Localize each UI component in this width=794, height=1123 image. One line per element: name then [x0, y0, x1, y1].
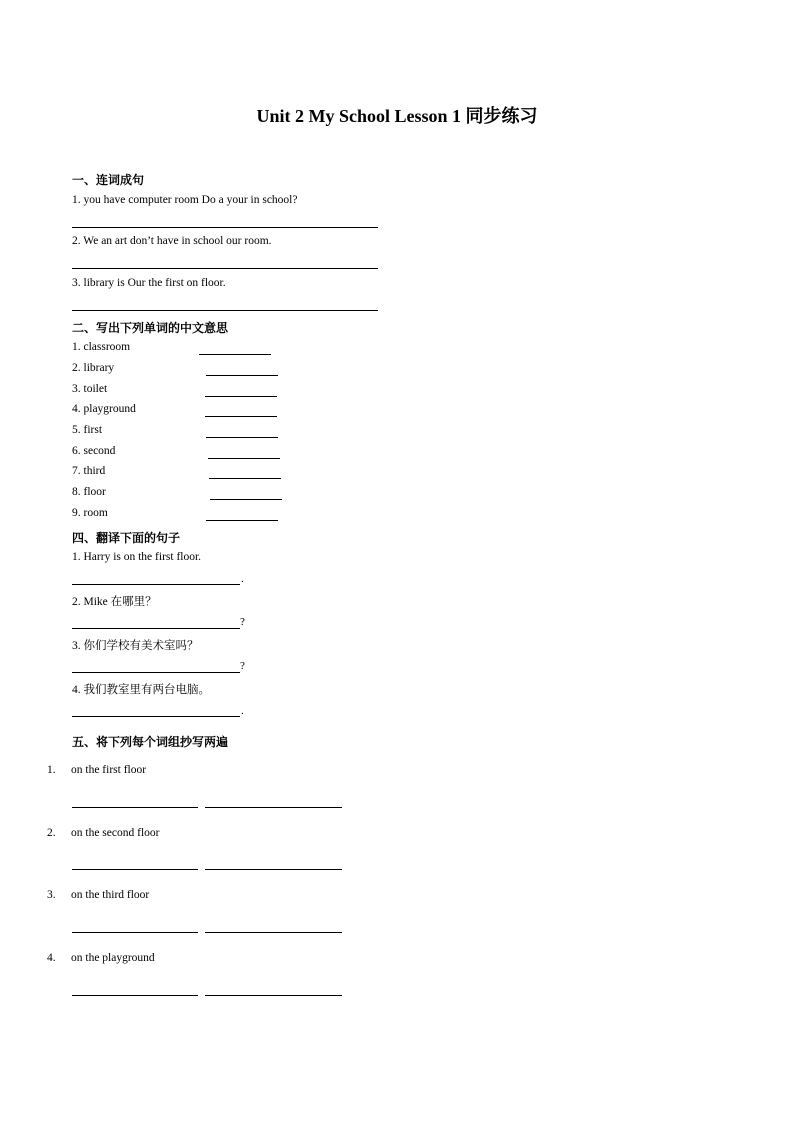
word-answer-line-6[interactable] — [208, 458, 280, 459]
section-4-heading: 四、翻译下面的句子 — [72, 531, 181, 545]
answer-line-1-3[interactable] — [72, 310, 378, 311]
copy-item-number-3: 3. — [47, 889, 56, 901]
word-answer-line-3[interactable] — [205, 396, 277, 397]
copy-line-3a[interactable] — [72, 932, 198, 933]
section-2-heading: 二、写出下列单词的中文意思 — [72, 321, 229, 335]
word-item-5: 5. first — [72, 424, 103, 436]
page-title: Unit 2 My School Lesson 1 同步练习 — [256, 106, 538, 126]
translate-question-4: 4. 我们教室里有两台电脑。 — [72, 684, 210, 696]
section-5-heading: 五、将下列每个词组抄写两遍 — [72, 735, 229, 749]
word-item-3: 3. toilet — [72, 383, 108, 395]
word-item-6: 6. second — [72, 445, 116, 457]
copy-line-2a[interactable] — [72, 869, 198, 870]
translate-end-4: . — [241, 705, 244, 717]
translate-answer-line-4[interactable] — [72, 716, 240, 717]
copy-item-number-4: 4. — [47, 952, 56, 964]
question-1-3: 3. library is Our the first on floor. — [72, 277, 226, 289]
question-1-1: 1. you have computer room Do a your in school? — [72, 194, 298, 206]
translate-question-3: 3. 你们学校有美术室吗？ — [72, 640, 199, 652]
word-answer-line-1[interactable] — [199, 354, 271, 355]
word-answer-line-7[interactable] — [209, 478, 281, 479]
copy-item-number-1: 1. — [47, 764, 56, 776]
word-item-1: 1. classroom — [72, 341, 131, 353]
copy-line-4a[interactable] — [72, 995, 198, 996]
copy-item-phrase-2: on the second floor — [71, 827, 160, 839]
copy-item-number-2: 2. — [47, 827, 56, 839]
answer-line-1-1[interactable] — [72, 227, 378, 228]
translate-answer-line-3[interactable] — [72, 672, 240, 673]
question-1-2: 2. We an art don’t have in school our room. — [72, 235, 272, 247]
copy-item-phrase-4: on the playground — [71, 952, 155, 964]
translate-end-1: . — [241, 573, 244, 585]
translate-answer-line-1[interactable] — [72, 584, 240, 585]
copy-line-1a[interactable] — [72, 807, 198, 808]
word-item-9: 9. room — [72, 507, 108, 519]
translate-question-1: 1. Harry is on the first floor. — [72, 551, 202, 563]
word-answer-line-4[interactable] — [205, 416, 277, 417]
word-item-7: 7. third — [72, 465, 106, 477]
translate-end-2: ? — [240, 616, 245, 628]
copy-line-2b[interactable] — [205, 869, 342, 870]
copy-line-4b[interactable] — [205, 995, 342, 996]
word-item-2: 2. library — [72, 362, 115, 374]
word-item-4: 4. playground — [72, 403, 136, 415]
copy-line-3b[interactable] — [205, 932, 342, 933]
translate-question-2: 2. Mike 在哪里？ — [72, 596, 157, 608]
translate-end-3: ? — [240, 660, 245, 672]
answer-line-1-2[interactable] — [72, 268, 378, 269]
word-answer-line-2[interactable] — [206, 375, 278, 376]
translate-answer-line-2[interactable] — [72, 628, 240, 629]
word-answer-line-9[interactable] — [206, 520, 278, 521]
word-item-8: 8. floor — [72, 486, 106, 498]
copy-item-phrase-3: on the third floor — [71, 889, 150, 901]
word-answer-line-8[interactable] — [210, 499, 282, 500]
section-1-heading: 一、连词成句 — [72, 173, 145, 187]
copy-line-1b[interactable] — [205, 807, 342, 808]
copy-item-phrase-1: on the first floor — [71, 764, 147, 776]
word-answer-line-5[interactable] — [206, 437, 278, 438]
